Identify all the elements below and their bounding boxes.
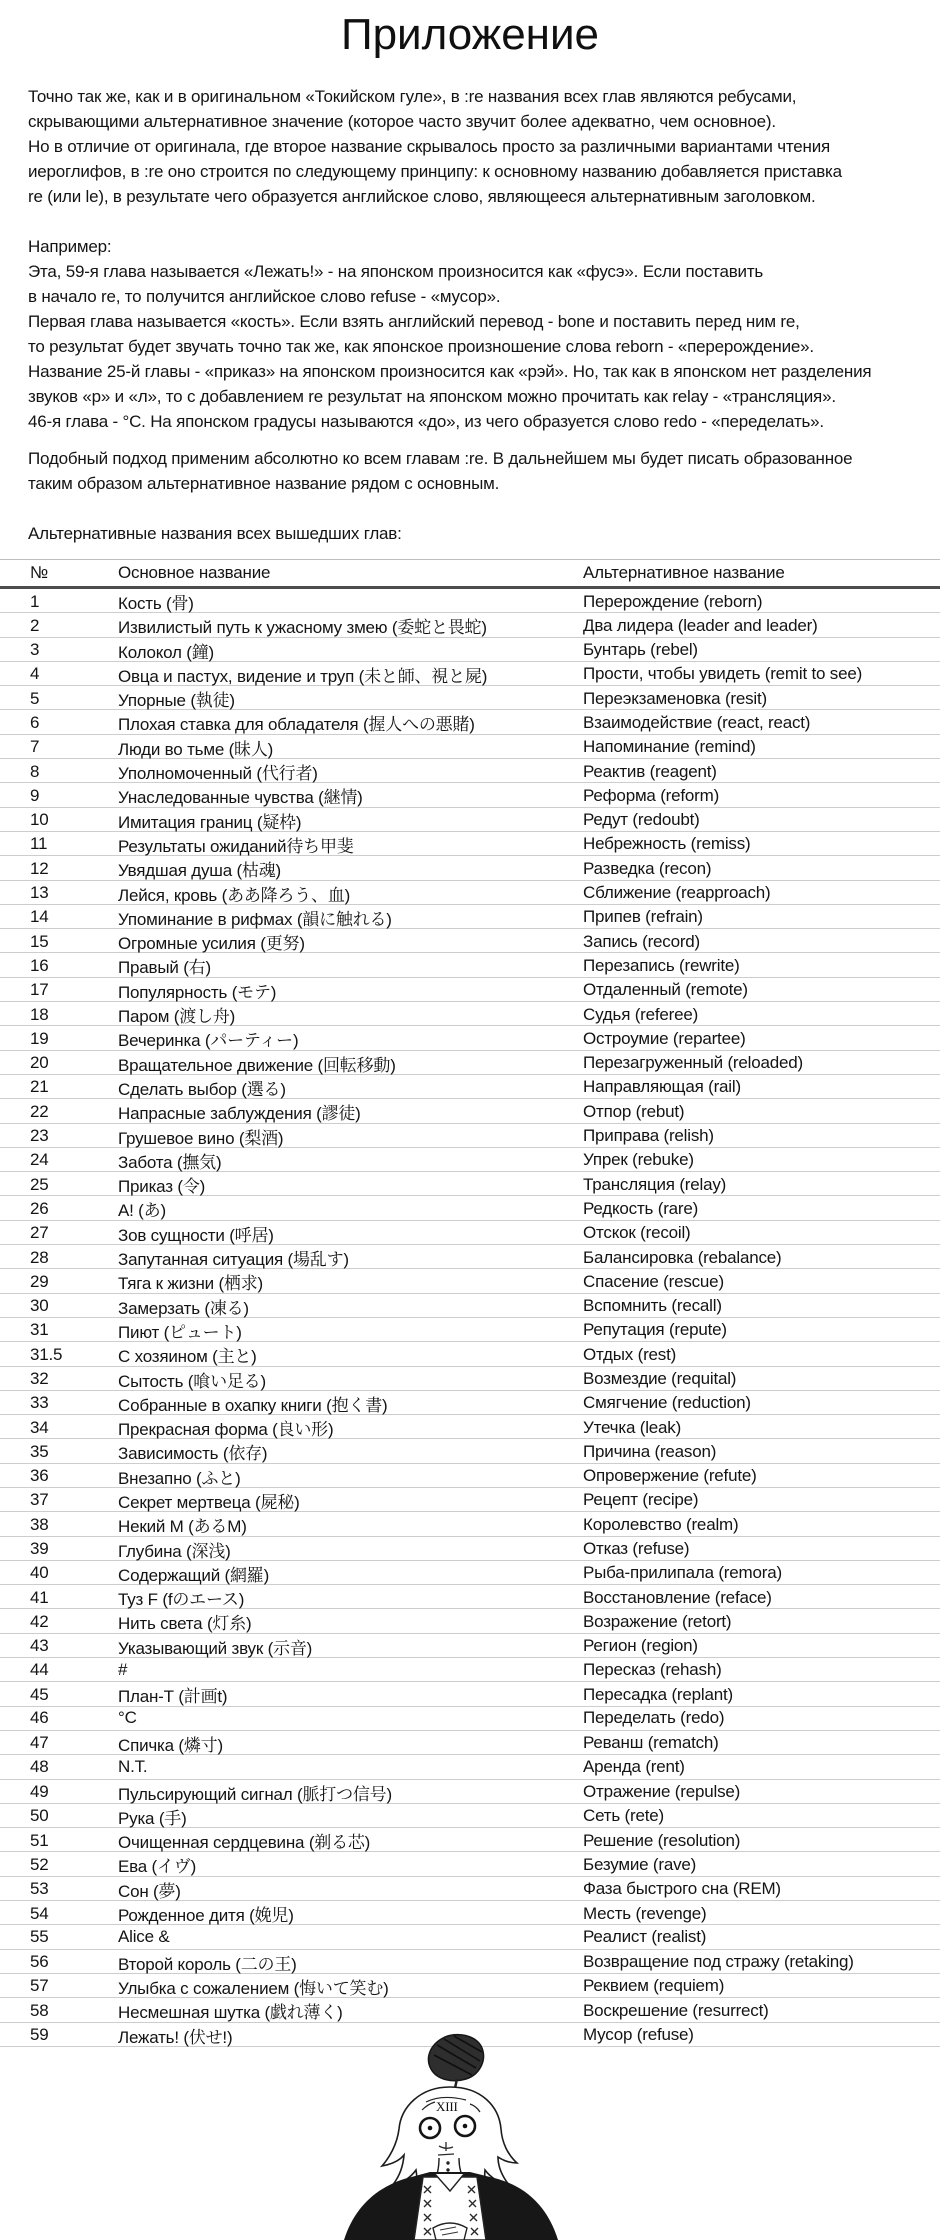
col-header-alt-title: Альтернативное название xyxy=(583,563,785,582)
table-row xyxy=(0,1099,940,1123)
chapters-table xyxy=(0,559,940,2047)
text-line: Точно так же, как и в оригинальном «Токийском гуле», в :re названия всех глав являются ребусами, xyxy=(28,87,797,106)
chapter-main-title: Собранные в охапку книги (抱く書) xyxy=(118,1395,388,1415)
chapter-number: 59 xyxy=(30,2025,49,2045)
table-row xyxy=(0,735,940,759)
paragraph xyxy=(28,84,910,209)
table-row xyxy=(0,1828,940,1852)
chapter-number: 6 xyxy=(30,712,40,732)
paragraph xyxy=(28,521,910,546)
chapter-main-title: Ева (イヴ) xyxy=(118,1857,197,1877)
chapter-number: 56 xyxy=(30,1952,49,1972)
chapter-main-title: Имитация границ (疑枠) xyxy=(118,812,302,832)
table-row xyxy=(0,1537,940,1561)
chapter-main-title: Внезапно (ふと) xyxy=(118,1468,241,1488)
table-row xyxy=(0,1245,940,1269)
chapter-alt-title: Пересадка (replant) xyxy=(583,1684,733,1704)
chapter-number: 46 xyxy=(30,1708,49,1728)
table-row xyxy=(0,1342,940,1366)
chapter-number: 48 xyxy=(30,1756,49,1776)
table-row xyxy=(0,1780,940,1804)
stitch-dot xyxy=(446,2168,449,2171)
chapter-main-title: Упорные (執徒) xyxy=(118,691,235,711)
chapter-main-title: Улыбка с сожалением (悔いて笑む) xyxy=(118,1978,389,1998)
chapter-alt-title: Реактив (reagent) xyxy=(583,761,717,781)
chapter-main-title: Правый (右) xyxy=(118,958,211,978)
table-row xyxy=(0,1415,940,1439)
chapter-alt-title: Напоминание (remind) xyxy=(583,737,756,757)
table-row xyxy=(0,1318,940,1342)
chapter-main-title: Кость (骨) xyxy=(118,594,194,613)
text-line: Подобный подход применим абсолютно ко всем главам :re. В дальнейшем мы будет писать образованное xyxy=(28,449,853,468)
chapter-main-title: Сделать выбор (選る) xyxy=(118,1079,286,1099)
chapter-alt-title: Аренда (rent) xyxy=(583,1756,685,1776)
chapter-main-title: Alice & xyxy=(118,1926,170,1946)
chapter-alt-title: Судья (referee) xyxy=(583,1004,699,1024)
chapter-main-title: А! (あ) xyxy=(118,1201,166,1221)
chapter-number: 24 xyxy=(30,1150,49,1170)
chapter-main-title: Уполномоченный (代行者) xyxy=(118,764,318,784)
chapter-number: 25 xyxy=(30,1174,49,1194)
chapter-alt-title: Отражение (repulse) xyxy=(583,1782,741,1802)
chapter-main-title: Глубина (深浅) xyxy=(118,1541,231,1561)
chapter-main-title: # xyxy=(118,1659,128,1679)
chapter-number: 51 xyxy=(30,1830,49,1850)
table-header xyxy=(0,559,940,589)
table-row xyxy=(0,1464,940,1488)
chapter-main-title: Пиют (ピュート) xyxy=(118,1322,242,1342)
chapter-number: 41 xyxy=(30,1587,49,1607)
chapter-alt-title: Королевство (realm) xyxy=(583,1514,739,1534)
chapter-number: 30 xyxy=(30,1296,49,1316)
chapter-alt-title: Перезапись (rewrite) xyxy=(583,955,740,975)
chapter-alt-title: Рыба-прилипала (remora) xyxy=(583,1563,782,1583)
chapter-main-title: Увядшая душа (枯魂) xyxy=(118,861,281,881)
table-row xyxy=(0,832,940,856)
text-line: Эта, 59-я глава называется «Лежать!» - на японском произносится как «фусэ». Если поставить xyxy=(28,262,764,281)
table-row xyxy=(0,1294,940,1318)
chapter-number: 11 xyxy=(30,834,48,854)
paragraph xyxy=(28,234,910,434)
text-line: скрывающими альтернативное значение (которое часто звучит более адекватно, чем основное). xyxy=(28,112,776,131)
chapter-alt-title: Пересказ (rehash) xyxy=(583,1659,722,1679)
table-row xyxy=(0,1682,940,1706)
chapter-number: 26 xyxy=(30,1198,49,1218)
table-row xyxy=(0,978,940,1002)
table-row xyxy=(0,1950,940,1974)
table-row xyxy=(0,1002,940,1026)
chapter-main-title: Указывающий звук (示音) xyxy=(118,1638,313,1658)
chapter-alt-title: Трансляция (relay) xyxy=(583,1174,727,1194)
chapter-number: 31.5 xyxy=(30,1344,63,1364)
chapter-main-title: Приказ (令) xyxy=(118,1177,206,1197)
chapter-main-title: Замерзать (凍る) xyxy=(118,1298,249,1318)
chapter-alt-title: Направляющая (rail) xyxy=(583,1077,741,1097)
table-row xyxy=(0,1561,940,1585)
chapter-alt-title: Припев (refrain) xyxy=(583,907,703,927)
text-line: иероглифов, в :re оно строится по следующему принципу: к основному названию добавляется приставка xyxy=(28,162,842,181)
table-row xyxy=(0,1124,940,1148)
chapter-alt-title: Прости, чтобы увидеть (remit to see) xyxy=(583,664,863,684)
chapter-main-title: Спичка (燐寸) xyxy=(118,1735,223,1755)
chapter-alt-title: Приправа (relish) xyxy=(583,1126,714,1146)
chapter-main-title: Туз F (fのエース) xyxy=(118,1590,245,1610)
chapter-alt-title: Запись (record) xyxy=(583,931,701,951)
chapter-main-title: Очищенная сердцевина (剃る芯) xyxy=(118,1833,371,1853)
chapter-number: 19 xyxy=(30,1028,49,1048)
chapter-alt-title: Небрежность (remiss) xyxy=(583,834,751,854)
chapter-alt-title: Два лидера (leader and leader) xyxy=(583,615,818,635)
chapter-number: 27 xyxy=(30,1223,49,1243)
text-line: в начало re, то получится английское слово refuse - «мусор». xyxy=(28,287,501,306)
chapter-alt-title: Редут (redoubt) xyxy=(583,810,700,830)
chapter-number: 54 xyxy=(30,1903,49,1923)
table-row xyxy=(0,1439,940,1463)
table-row xyxy=(0,1925,940,1949)
chapter-number: 47 xyxy=(30,1733,49,1753)
chapter-number: 44 xyxy=(30,1659,49,1679)
chapter-number: 4 xyxy=(30,664,40,684)
chapter-main-title: Паром (渡し舟) xyxy=(118,1007,236,1027)
text-line: Например: xyxy=(28,237,112,256)
chapter-alt-title: Восстановление (reface) xyxy=(583,1587,772,1607)
chapter-alt-title: Репутация (repute) xyxy=(583,1320,727,1340)
text-line: 46-я глава - °C. На японском градусы называются «до», из чего образуется слово redo - «переделать». xyxy=(28,412,824,431)
chapter-main-title: Огромные усилия (更努) xyxy=(118,934,305,954)
chapter-alt-title: Отпор (rebut) xyxy=(583,1101,685,1121)
chapter-alt-title: Реванш (rematch) xyxy=(583,1733,719,1753)
chapter-number: 2 xyxy=(30,615,40,635)
chapter-alt-title: Регион (region) xyxy=(583,1636,698,1656)
text-line: таким образом альтернативное название рядом с основным. xyxy=(28,474,500,493)
table-row xyxy=(0,662,940,686)
chapter-main-title: Популярность (モテ) xyxy=(118,982,277,1002)
chapter-number: 53 xyxy=(30,1879,49,1899)
table-row xyxy=(0,1585,940,1609)
chapter-number: 57 xyxy=(30,1976,49,1996)
table-row xyxy=(0,1051,940,1075)
table-row xyxy=(0,1391,940,1415)
chapter-main-title: N.T. xyxy=(118,1756,148,1776)
chapter-alt-title: Взаимодействие (react, react) xyxy=(583,712,811,732)
chapter-number: 28 xyxy=(30,1247,49,1267)
table-row xyxy=(0,808,940,832)
text-line: звуков «р» и «л», то с добавлением re результат на японском можно прочитать как relay - «трансляция». xyxy=(28,387,836,406)
chapter-number: 43 xyxy=(30,1636,49,1656)
chapter-alt-title: Отскок (recoil) xyxy=(583,1223,691,1243)
table-row xyxy=(0,638,940,662)
chapter-number: 7 xyxy=(30,737,40,757)
chapter-number: 35 xyxy=(30,1441,49,1461)
left-pupil xyxy=(428,2126,433,2131)
table-row xyxy=(0,759,940,783)
chapter-main-title: Лежать! (伏せ!) xyxy=(118,2027,233,2047)
chapter-number: 23 xyxy=(30,1126,49,1146)
chapter-number: 20 xyxy=(30,1053,49,1073)
chapter-main-title: Содержащий (網羅) xyxy=(118,1565,270,1585)
chapter-alt-title: Перезагруженный (reloaded) xyxy=(583,1053,803,1073)
chapter-main-title: Пульсирующий сигнал (脈打つ信号) xyxy=(118,1784,392,1804)
chapter-alt-title: Рецепт (recipe) xyxy=(583,1490,699,1510)
character-illustration xyxy=(338,2030,582,2240)
chapter-number: 45 xyxy=(30,1684,49,1704)
stitch-dot xyxy=(446,2161,449,2164)
chapter-alt-title: Реформа (reform) xyxy=(583,785,720,805)
chapter-number: 49 xyxy=(30,1782,49,1802)
chapter-alt-title: Мусор (refuse) xyxy=(583,2025,694,2045)
chapter-alt-title: Бунтарь (rebel) xyxy=(583,640,698,660)
chapter-main-title: Рука (手) xyxy=(118,1808,187,1828)
chapter-number: 1 xyxy=(30,591,40,611)
table-row xyxy=(0,1998,940,2022)
paragraph xyxy=(28,446,910,496)
chapter-alt-title: Возражение (retort) xyxy=(583,1611,732,1631)
table-row xyxy=(0,1172,940,1196)
chapter-alt-title: Реквием (requiem) xyxy=(583,1976,725,1996)
chapter-alt-title: Воскрешение (resurrect) xyxy=(583,2000,769,2020)
chapter-alt-title: Переэкзаменовка (resit) xyxy=(583,688,767,708)
text-line: Первая глава называется «кость». Если взять английский перевод - bone и поставить перед ним re, xyxy=(28,312,800,331)
chapter-number: 3 xyxy=(30,640,40,660)
chapter-number: 36 xyxy=(30,1466,49,1486)
table-row xyxy=(0,1877,940,1901)
chapter-main-title: Лейся, кровь (ああ降ろう、血) xyxy=(118,885,351,905)
text-line: Альтернативные названия всех вышедших глав: xyxy=(28,524,402,543)
table-row xyxy=(0,1901,940,1925)
table-row xyxy=(0,856,940,880)
chapter-main-title: Напрасные заблуждения (謬徒) xyxy=(118,1104,361,1124)
chapter-number: 5 xyxy=(30,688,40,708)
chapter-alt-title: Безумие (rave) xyxy=(583,1854,697,1874)
chapter-alt-title: Фаза быстрого сна (REM) xyxy=(583,1879,781,1899)
table-row xyxy=(0,1804,940,1828)
chapter-number: 29 xyxy=(30,1271,49,1291)
chapter-main-title: План-Т (計画t) xyxy=(118,1687,228,1707)
chapter-alt-title: Редкость (rare) xyxy=(583,1198,699,1218)
chapter-main-title: Унаследованные чувства (継情) xyxy=(118,788,363,808)
chapter-number: 18 xyxy=(30,1004,49,1024)
chapter-main-title: Упоминание в рифмах (韻に触れる) xyxy=(118,909,392,929)
chapter-alt-title: Утечка (leak) xyxy=(583,1417,682,1437)
chapter-main-title: Нить света (灯糸) xyxy=(118,1614,252,1634)
chapter-main-title: Результаты ожиданий待ち甲斐 xyxy=(118,836,354,856)
chapter-number: 8 xyxy=(30,761,40,781)
chapter-alt-title: Остроумие (repartee) xyxy=(583,1028,746,1048)
chapter-alt-title: Опровержение (refute) xyxy=(583,1466,757,1486)
table-row xyxy=(0,1512,940,1536)
chapter-alt-title: Возмездие (requital) xyxy=(583,1369,737,1388)
table-row xyxy=(0,1609,940,1633)
manga-character-sketch xyxy=(338,2030,582,2240)
chapter-number: 17 xyxy=(30,980,49,1000)
chapter-number: 33 xyxy=(30,1393,49,1413)
chapter-number: 32 xyxy=(30,1369,49,1388)
chapter-number: 34 xyxy=(30,1417,49,1437)
chapter-number: 39 xyxy=(30,1539,49,1559)
page-title: Приложение xyxy=(340,10,600,59)
chapter-alt-title: Вспомнить (recall) xyxy=(583,1296,722,1316)
chapter-number: 52 xyxy=(30,1854,49,1874)
chapter-main-title: °C xyxy=(118,1708,137,1728)
chapter-main-title: Запутанная ситуация (場乱す) xyxy=(118,1250,349,1270)
table-row xyxy=(0,1707,940,1731)
chapter-alt-title: Спасение (rescue) xyxy=(583,1271,724,1291)
chapter-main-title: Вечеринка (パーティー) xyxy=(118,1031,299,1051)
table-row xyxy=(0,1196,940,1220)
chapter-main-title: Плохая ставка для обладателя (握人への悪賭) xyxy=(118,715,475,735)
chapter-main-title: Рожденное дитя (娩児) xyxy=(118,1906,294,1926)
chapter-alt-title: Сеть (rete) xyxy=(583,1806,664,1826)
chapter-number: 13 xyxy=(30,883,49,903)
chapter-main-title: Сон (夢) xyxy=(118,1881,181,1901)
table-row xyxy=(0,613,940,637)
chapter-main-title: Овца и пастух, видение и труп (未と師、視と屍) xyxy=(118,666,488,686)
intro-text xyxy=(28,84,910,546)
chapter-alt-title: Причина (reason) xyxy=(583,1441,717,1461)
text-line: то результат будет звучать точно так же, как японское произношение слова reborn - «перерождение». xyxy=(28,337,814,356)
chapter-alt-title: Разведка (recon) xyxy=(583,858,712,878)
chapter-main-title: Грушевое вино (梨酒) xyxy=(118,1128,284,1148)
chapter-main-title: Некий М (あるM) xyxy=(118,1517,247,1537)
chapter-alt-title: Упрек (rebuke) xyxy=(583,1150,694,1170)
chapter-main-title: Зависимость (依存) xyxy=(118,1444,268,1464)
chapter-main-title: Извилистый путь к ужасному змею (委蛇と畏蛇) xyxy=(118,618,487,638)
right-pupil xyxy=(463,2124,468,2129)
chapter-number: 42 xyxy=(30,1611,49,1631)
chapter-number: 38 xyxy=(30,1514,49,1534)
table-row xyxy=(0,953,940,977)
chapter-alt-title: Отдаленный (remote) xyxy=(583,980,748,1000)
chapter-number: 55 xyxy=(30,1926,49,1946)
chapter-main-title: Тяга к жизни (栖求) xyxy=(118,1274,263,1294)
chapter-main-title: Несмешная шутка (戯れ薄く) xyxy=(118,2003,343,2023)
table-row xyxy=(0,1367,940,1391)
chapter-alt-title: Возвращение под стражу (retaking) xyxy=(583,1952,854,1972)
table-row xyxy=(0,881,940,905)
chapter-alt-title: Смягчение (reduction) xyxy=(583,1393,751,1413)
table-body xyxy=(0,589,940,2047)
chapter-main-title: Колокол (鐘) xyxy=(118,642,215,662)
table-row xyxy=(0,1148,940,1172)
chapter-main-title: Секрет мертвеца (屍秘) xyxy=(118,1492,300,1512)
chapter-alt-title: Решение (resolution) xyxy=(583,1830,741,1850)
table-row xyxy=(0,589,940,613)
table-row xyxy=(0,1634,940,1658)
table-row xyxy=(0,1221,940,1245)
chapter-number: 9 xyxy=(30,785,40,805)
chapter-number: 10 xyxy=(30,810,49,830)
chapter-number: 22 xyxy=(30,1101,49,1121)
chapter-main-title: Сытость (喰い足る) xyxy=(118,1371,266,1391)
table-row xyxy=(0,710,940,734)
table-row xyxy=(0,1974,940,1998)
table-row xyxy=(0,1026,940,1050)
col-header-number: № xyxy=(30,563,49,582)
xiii-hairclip-text: XIII xyxy=(436,2099,458,2114)
chapter-main-title: Забота (撫気) xyxy=(118,1152,222,1172)
table-row xyxy=(0,1755,940,1779)
chapter-main-title: Второй король (二の王) xyxy=(118,1954,297,1974)
table-row xyxy=(0,1269,940,1293)
chapter-main-title: Прекрасная форма (良い形) xyxy=(118,1420,334,1440)
chapter-number: 50 xyxy=(30,1806,49,1826)
chapter-alt-title: Балансировка (rebalance) xyxy=(583,1247,782,1267)
chapter-number: 12 xyxy=(30,858,49,878)
col-header-main-title: Основное название xyxy=(118,563,271,582)
chapter-number: 15 xyxy=(30,931,49,951)
table-row xyxy=(0,1731,940,1755)
chapter-number: 58 xyxy=(30,2000,49,2020)
chapter-alt-title: Перерождение (reborn) xyxy=(583,591,763,611)
chapter-number: 14 xyxy=(30,907,49,927)
chapter-main-title: С хозяином (主と) xyxy=(118,1347,257,1367)
chapter-alt-title: Отдых (rest) xyxy=(583,1344,677,1364)
chapter-number: 40 xyxy=(30,1563,49,1583)
chapter-alt-title: Месть (revenge) xyxy=(583,1903,707,1923)
chapter-alt-title: Отказ (refuse) xyxy=(583,1539,690,1559)
chapter-number: 16 xyxy=(30,955,49,975)
table-row xyxy=(0,1075,940,1099)
text-line: Но в отличие от оригинала, где второе название скрывалось просто за различными вариантами чтения xyxy=(28,137,830,156)
chapter-number: 37 xyxy=(30,1490,49,1510)
table-row xyxy=(0,783,940,807)
table-row xyxy=(0,1658,940,1682)
text-line: re (или le), в результате чего образуется английское слово, являющееся альтернативным заголовком. xyxy=(28,187,816,206)
text-line: Название 25-й главы - «приказ» на японском произносится как «рэй». Но, так как в японском нет разделения xyxy=(28,362,872,381)
chapter-main-title: Вращательное движение (回転移動) xyxy=(118,1055,396,1075)
table-row xyxy=(0,1488,940,1512)
table-row xyxy=(0,929,940,953)
table-row xyxy=(0,1852,940,1876)
table-row xyxy=(0,905,940,929)
chapter-alt-title: Переделать (redo) xyxy=(583,1708,725,1728)
folded-hands xyxy=(433,2223,467,2240)
table-row xyxy=(0,686,940,710)
chapter-main-title: Зов сущности (呼居) xyxy=(118,1225,274,1245)
chapter-number: 21 xyxy=(30,1077,49,1097)
chapter-alt-title: Сближение (reapproach) xyxy=(583,883,771,903)
chapter-alt-title: Реалист (realist) xyxy=(583,1926,707,1946)
chapter-main-title: Люди во тьме (昧人) xyxy=(118,739,274,759)
chapter-number: 31 xyxy=(30,1320,49,1340)
